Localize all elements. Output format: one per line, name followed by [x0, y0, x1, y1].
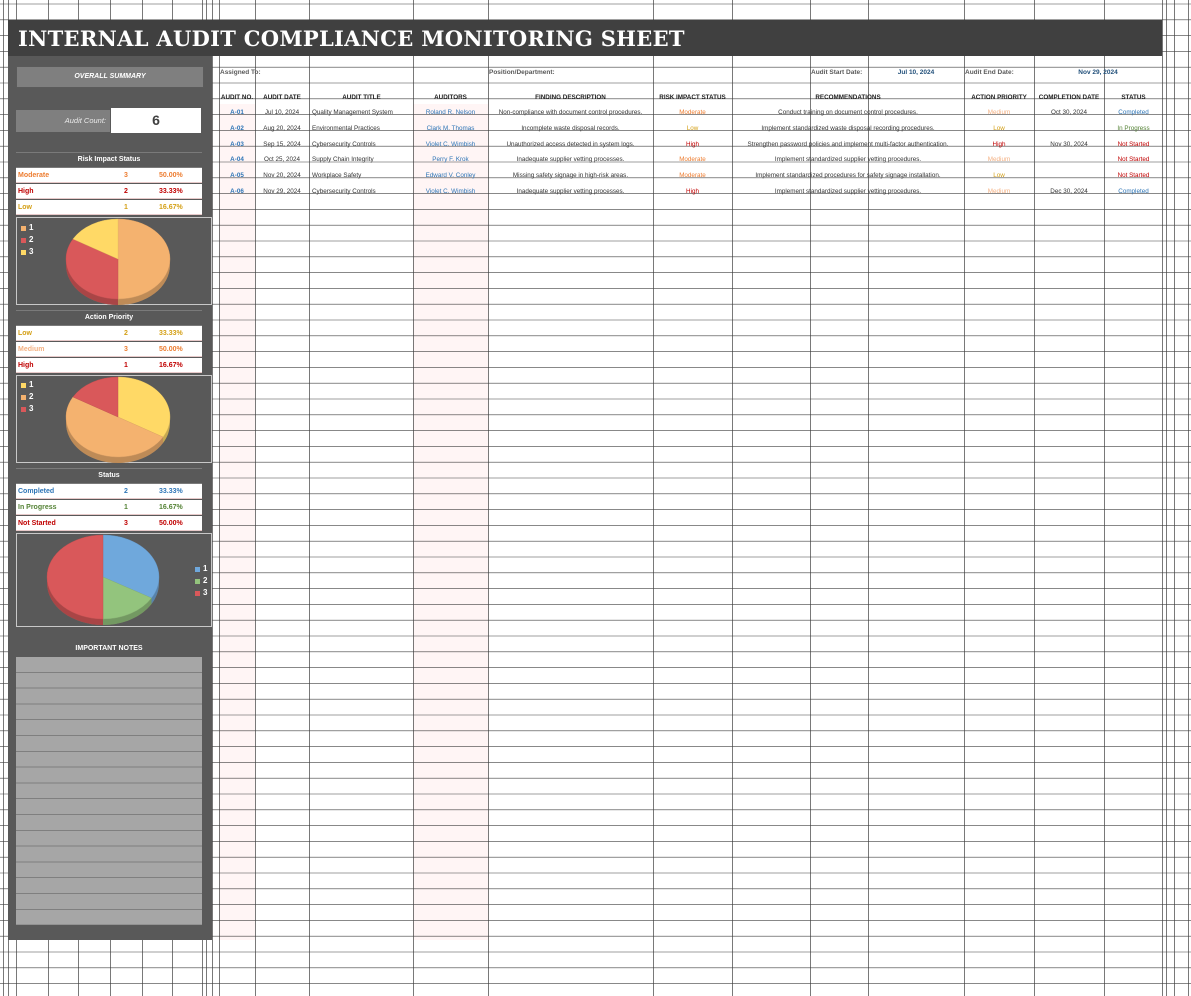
risk-row-high[interactable] [16, 184, 202, 199]
assigned-to-field[interactable] [310, 66, 487, 80]
cell-status[interactable]: Not Started [1117, 140, 1150, 148]
cell-completion-date[interactable]: Oct 30, 2024 [1050, 109, 1088, 116]
cell-auditor[interactable]: Roland R. Nelson [425, 109, 476, 116]
status-count: 2 [124, 488, 128, 495]
risk-label: High [18, 188, 34, 195]
priority-pie-legend [21, 379, 33, 415]
priority-row-low[interactable] [16, 326, 202, 341]
cell-audit-no[interactable]: A-03 [230, 140, 244, 148]
cell-recommendation[interactable]: Implement standardized waste disposal recording procedures. [761, 124, 935, 132]
cell-finding[interactable]: Inadequate supplier vetting processes. [516, 188, 625, 195]
risk-count: 3 [124, 172, 128, 179]
col-auditors[interactable]: AUDITORS [434, 93, 467, 101]
priority-label: High [18, 362, 34, 369]
cell-completion-date[interactable] [1035, 152, 1103, 167]
title-banner [8, 20, 1162, 56]
cell-priority[interactable]: Medium [987, 109, 1011, 116]
legend-label: 2 [29, 235, 34, 244]
cell-finding[interactable]: Unauthorized access detected in system logs. [506, 140, 635, 148]
audit-start-value[interactable]: Jul 10, 2024 [897, 69, 935, 76]
cell-audit-title[interactable]: Cybersecurity Controls [312, 140, 376, 148]
col-status[interactable]: STATUS [1121, 93, 1146, 101]
cell-status[interactable]: Completed [1118, 109, 1149, 116]
cell-auditor[interactable]: Clark M. Thomas [426, 124, 475, 132]
cell-completion-date[interactable]: Nov 30, 2024 [1050, 140, 1088, 148]
legend-label: 2 [203, 576, 208, 585]
priority-percent: 16.67% [159, 362, 183, 369]
priority-pie-svg [17, 376, 213, 464]
cell-risk[interactable]: Moderate [679, 172, 706, 180]
cell-audit-date[interactable]: Nov 20, 2024 [263, 172, 301, 180]
cell-auditor[interactable]: Violet C. Wimbish [425, 188, 476, 195]
pie-slice-1[interactable] [118, 219, 170, 299]
status-label: In Progress [18, 504, 57, 511]
legend-label: 1 [203, 564, 208, 573]
priority-count: 3 [124, 346, 128, 353]
cell-priority[interactable]: Medium [987, 188, 1011, 195]
cell-audit-date[interactable]: Sep 15, 2024 [263, 140, 301, 148]
col-risk-impact-status[interactable]: RISK IMPACT STATUS [659, 93, 726, 101]
cell-audit-title[interactable]: Quality Management System [312, 109, 393, 116]
cell-auditor[interactable]: Edward V. Conley [425, 172, 476, 180]
assigned-to-label: Assigned To: [220, 69, 261, 76]
priority-percent: 33.33% [159, 330, 183, 337]
cell-status[interactable]: In Progress [1117, 124, 1150, 132]
legend-label: 3 [203, 588, 208, 597]
status-count: 1 [124, 504, 128, 511]
risk-label: Moderate [18, 172, 50, 179]
position-label: Position/Department: [489, 69, 555, 76]
risk-percent: 16.67% [159, 204, 183, 211]
cell-completion-date[interactable] [1035, 168, 1103, 183]
status-pie-svg [17, 534, 213, 628]
cell-status[interactable]: Not Started [1117, 156, 1150, 164]
risk-impact-heading: Risk Impact Status [16, 152, 202, 168]
priority-label: Low [18, 330, 32, 337]
status-percent: 16.67% [159, 504, 183, 511]
priority-pie-chart[interactable] [16, 375, 212, 463]
cell-finding[interactable]: Non-compliance with document control procedures. [498, 109, 643, 116]
cell-recommendation[interactable]: Strengthen password policies and implement multi-factor authentication. [747, 140, 949, 148]
legend-label: 1 [29, 380, 34, 389]
cell-audit-title[interactable]: Environmental Practices [312, 124, 380, 132]
priority-percent: 50.00% [159, 346, 183, 353]
cell-status[interactable]: Not Started [1117, 172, 1150, 180]
cell-priority[interactable]: Medium [987, 156, 1011, 164]
important-notes-area[interactable] [16, 657, 202, 925]
legend-label: 3 [29, 247, 34, 256]
audit-end-label: Audit End Date: [965, 69, 1014, 76]
risk-label: Low [18, 204, 32, 211]
status-row-completed[interactable] [16, 484, 202, 499]
action-priority-heading: Action Priority [16, 310, 202, 326]
cell-recommendation[interactable]: Implement standardized supplier vetting procedures. [774, 156, 922, 164]
priority-count: 1 [124, 362, 128, 369]
cell-completion-date[interactable] [1035, 121, 1103, 136]
legend-label: 1 [29, 223, 34, 232]
cell-risk[interactable]: Low [686, 124, 699, 132]
status-label: Completed [18, 488, 55, 495]
position-field[interactable] [653, 66, 809, 80]
risk-percent: 50.00% [159, 172, 183, 179]
priority-label: Medium [18, 346, 45, 353]
col-audit-title[interactable]: AUDIT TITLE [342, 93, 381, 101]
status-label: Not Started [18, 520, 56, 527]
cell-audit-no[interactable]: A-06 [230, 188, 244, 195]
audit-count-value[interactable]: 6 [111, 108, 201, 133]
cell-audit-date[interactable]: Oct 25, 2024 [263, 156, 301, 164]
cell-auditor[interactable]: Violet C. Wimbish [425, 140, 476, 148]
cell-audit-title[interactable]: Workplace Safety [312, 172, 362, 180]
cell-finding[interactable]: Inadequate supplier vetting processes. [516, 156, 625, 164]
cell-audit-no[interactable]: A-04 [230, 156, 244, 164]
priority-row-medium[interactable] [16, 342, 202, 357]
cell-audit-date[interactable]: Jul 10, 2024 [264, 109, 300, 116]
cell-audit-no[interactable]: A-02 [230, 124, 244, 132]
cell-audit-title[interactable]: Supply Chain Integrity [312, 156, 374, 164]
cell-finding[interactable]: Incomplete waste disposal records. [521, 124, 620, 132]
pie-slice-3[interactable] [47, 535, 103, 619]
col-audit-date[interactable]: AUDIT DATE [263, 93, 301, 101]
cell-recommendation[interactable]: Implement standardized supplier vetting procedures. [774, 188, 922, 195]
col-recommendations[interactable]: RECOMMENDATIONS [815, 93, 881, 101]
col-finding-description[interactable]: FINDING DESCRIPTION [535, 93, 606, 101]
cell-finding[interactable]: Missing safety signage in high-risk areas. [512, 172, 629, 180]
status-row-not-started[interactable] [16, 516, 202, 531]
cell-audit-date[interactable]: Aug 20, 2024 [263, 124, 301, 132]
cell-completion-date[interactable]: Dec 30, 2024 [1050, 188, 1088, 195]
audit-end-value[interactable]: Nov 29, 2024 [1078, 69, 1118, 76]
cell-risk[interactable]: Moderate [679, 109, 706, 116]
cell-risk[interactable]: Moderate [679, 156, 706, 164]
cell-audit-no[interactable]: A-05 [230, 172, 244, 180]
status-pie-legend [195, 563, 207, 599]
cell-audit-no[interactable]: A-01 [230, 109, 244, 116]
status-pie-chart[interactable] [16, 533, 212, 627]
risk-pie-svg [17, 218, 213, 306]
risk-pie-legend [21, 222, 33, 258]
cell-audit-title[interactable]: Cybersecurity Controls [312, 188, 376, 195]
risk-count: 1 [124, 204, 128, 211]
cell-status[interactable]: Completed [1118, 188, 1149, 195]
cell-recommendation[interactable]: Conduct training on document control procedures. [778, 109, 918, 116]
status-percent: 50.00% [159, 520, 183, 527]
priority-row-high[interactable] [16, 358, 202, 373]
col-completion-date[interactable]: COMPLETION DATE [1038, 93, 1100, 101]
cell-priority[interactable]: High [992, 140, 1006, 148]
priority-count: 2 [124, 330, 128, 337]
status-row-in-progress[interactable] [16, 500, 202, 515]
status-percent: 33.33% [159, 488, 183, 495]
risk-count: 2 [124, 188, 128, 195]
cell-priority[interactable]: Low [993, 172, 1005, 180]
legend-label: 2 [29, 392, 34, 401]
overall-summary-heading: OVERALL SUMMARY [16, 66, 204, 88]
sheet-title: INTERNAL AUDIT COMPLIANCE MONITORING SHEET [18, 26, 685, 51]
col-audit-no[interactable]: AUDIT NO. [220, 93, 254, 101]
important-notes-heading: IMPORTANT NOTES [16, 642, 202, 656]
cell-recommendation[interactable]: Implement standardized procedures for safety signage installation. [755, 172, 941, 180]
status-count: 3 [124, 520, 128, 527]
col-action-priority[interactable]: ACTION PRIORITY [971, 93, 1027, 101]
cell-priority[interactable]: Low [993, 124, 1005, 132]
risk-percent: 33.33% [159, 188, 183, 195]
cell-auditor[interactable]: Perry F. Krok [432, 156, 469, 164]
risk-row-moderate[interactable] [16, 168, 202, 183]
audit-start-label: Audit Start Date: [811, 69, 863, 76]
cell-audit-date[interactable]: Nov 29, 2024 [263, 188, 301, 195]
legend-label: 3 [29, 404, 34, 413]
risk-row-low[interactable] [16, 200, 202, 215]
status-heading: Status [16, 468, 202, 484]
cell-risk[interactable]: High [686, 140, 699, 148]
cell-risk[interactable]: High [686, 188, 699, 195]
risk-pie-chart[interactable] [16, 217, 212, 305]
audit-count-label: Audit Count: [16, 110, 110, 132]
